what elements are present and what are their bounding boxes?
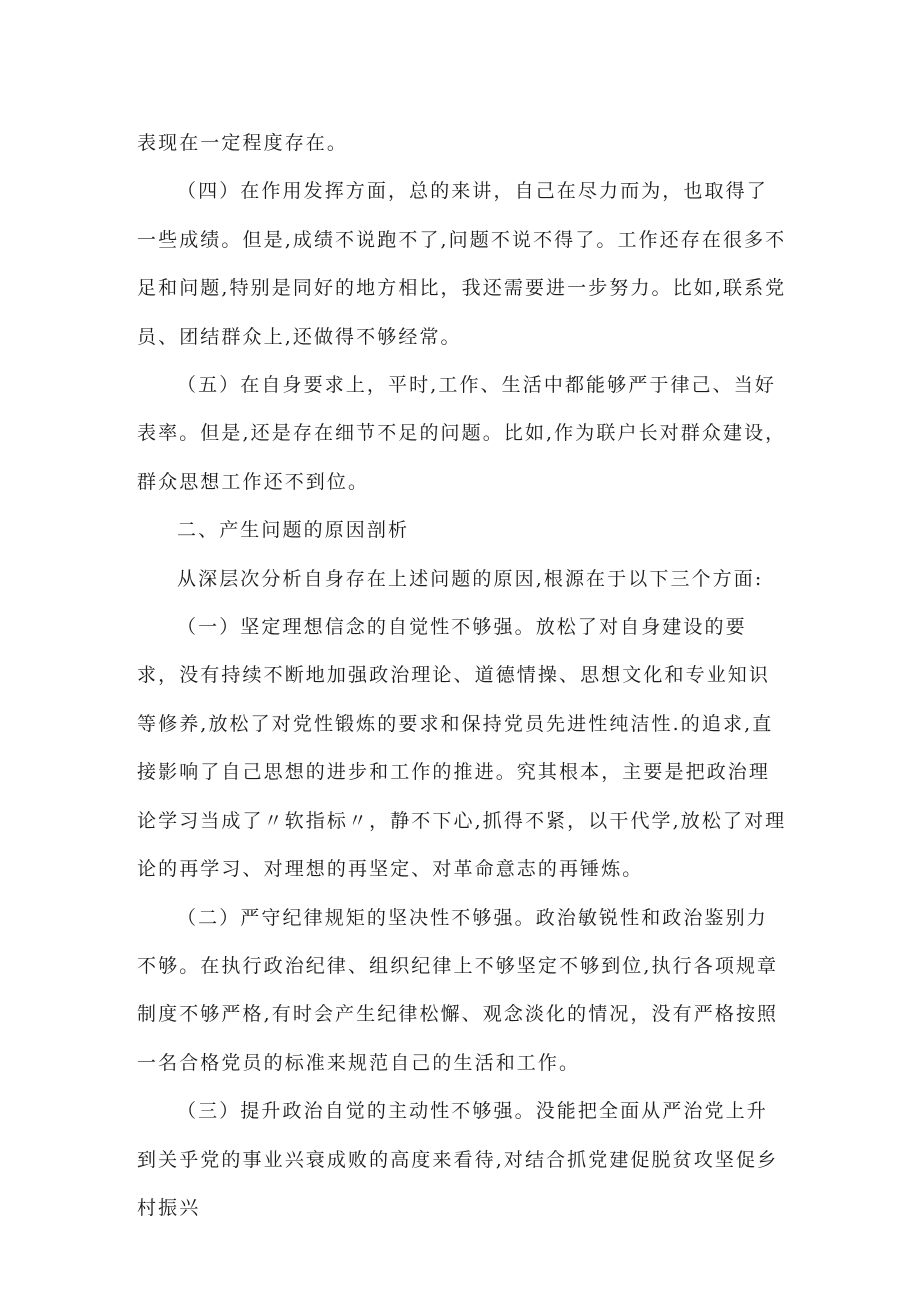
document-body (137, 119, 787, 1232)
section-heading-cause-analysis: 二、产生问题的原因剖析 (177, 519, 410, 542)
paragraph-cause-one: （一）坚定理想信念的自觉性不够强。放松了对自身建设的要求，没有持续不断地加强政治理论、道德情操、思想文化和专业知识等修养,放松了对党性锻炼的要求和保持党员先进性纯洁性.的追求,直接影响了自己思想的进步和工作的推进。究其根本，主要是把政治理论学习当成了〃软指标〃，静不下心,抓得不紧，以干代学,放松了对理论的再学习、对理想的再坚定、对革命意志的再锤炼。 (137, 616, 787, 881)
paragraph-section-four: （四）在作用发挥方面，总的来讲，自己在尽力而为，也取得了一些成绩。但是,成绩不说跑不了,问题不说不得了。工作还存在很多不足和问题,特别是同好的地方相比，我还需要进一步努力。比如,联系党员、团结群众上,还做得不够经常。 (137, 180, 787, 348)
paragraph-cause-two: （二）严守纪律规矩的坚决性不够强。政治敏锐性和政治鉴别力不够。在执行政治纪律、组织纪律上不够坚定不够到位,执行各项规章制度不够严格,有时会产生纪律松懈、观念淡化的情况，没有严格按照一名合格党员的标准来规范自己的生活和工作。 (137, 906, 779, 1074)
paragraph-continuation: 表现在一定程度存在。 (137, 132, 349, 154)
paragraph-cause-three: （三）提升政治自觉的主动性不够强。没能把全面从严治党上升到关乎党的事业兴衰成败的高度来看待,对结合抓党建促脱贫攻坚促乡村振兴 (137, 1100, 779, 1219)
paragraph-cause-intro: 从深层次分析自身存在上述问题的原因,根源在于以下三个方面: (177, 567, 764, 590)
paragraph-section-five: （五）在自身要求上，平时,工作、生活中都能够严于律己、当好表率。但是,还是存在细节不足的问题。比如,作为联户长对群众建设，群众思想工作还不到位。 (137, 374, 787, 493)
